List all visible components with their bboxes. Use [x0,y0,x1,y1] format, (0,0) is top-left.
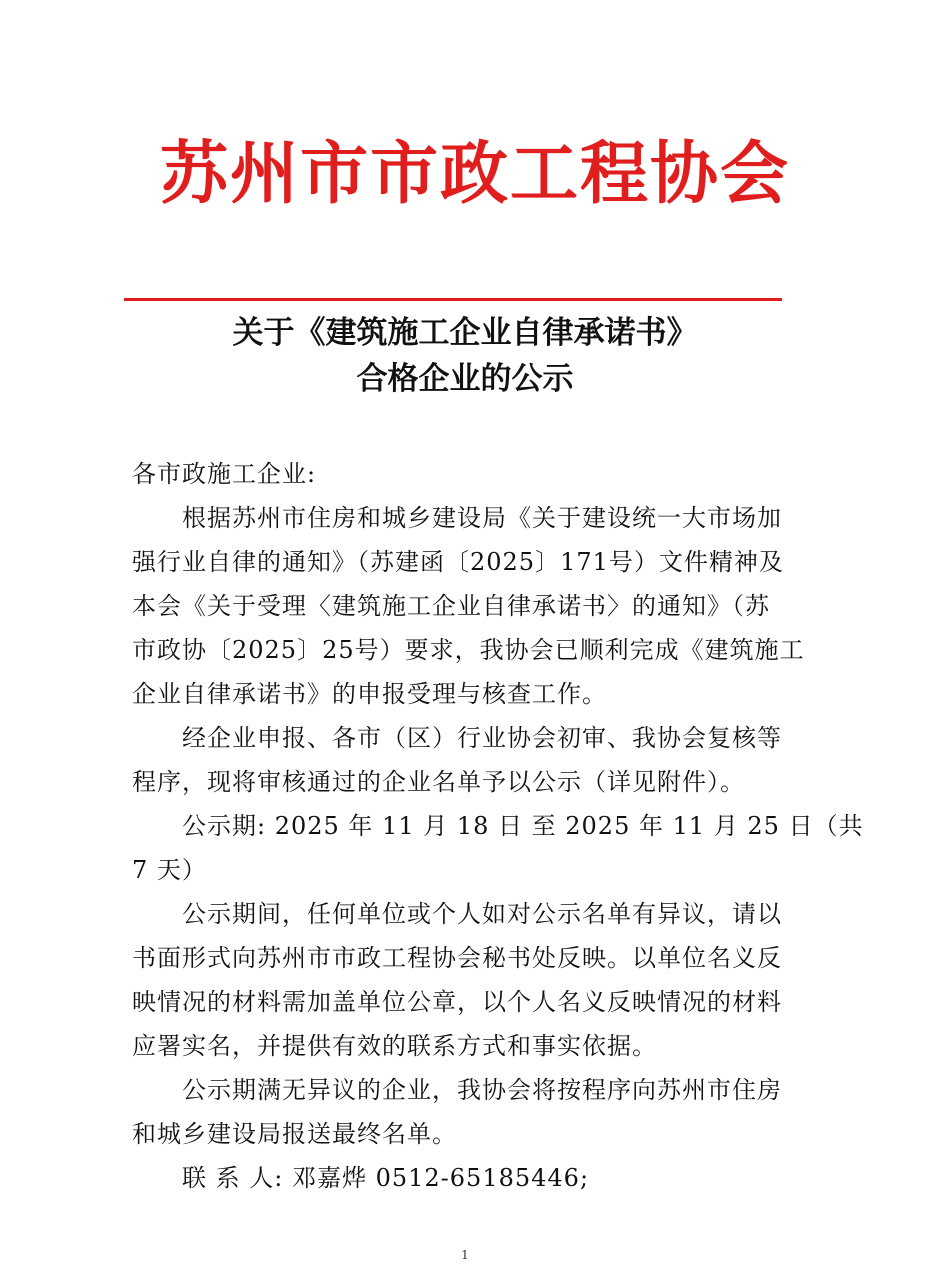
paragraph-objection [132,892,812,1068]
document-title [100,310,830,402]
paragraph-line: 7 天） [132,856,207,884]
document-title-line-2: 合格企业的公示 [356,361,574,397]
paragraph-line: 映情况的材料需加盖单位公章，以个人名义反映情况的材料 [132,988,782,1016]
paragraph-line: 公示期满无异议的企业，我协会将按程序向苏州市住房 [182,1076,782,1104]
paragraph-line: 应署实名，并提供有效的联系方式和事实依据。 [132,1032,657,1060]
paragraph-line: 经企业申报、各市（区）行业协会初审、我协会复核等 [182,724,782,752]
paragraph-basis [132,496,812,716]
paragraph-line: 公示期间，任何单位或个人如对公示名单有异议，请以 [182,900,782,928]
paragraph-line: 市政协〔2025〕25号）要求，我协会已顺利完成《建筑施工 [132,636,805,664]
paragraph-line: 本会《关于受理〈建筑施工企业自律承诺书〉的通知》（苏 [132,592,770,620]
document-title-line-1: 关于《建筑施工企业自律承诺书》 [232,315,698,351]
paragraph-line: 程序，现将审核通过的企业名单予以公示（详见附件）。 [132,768,745,796]
paragraph-submission [132,1068,812,1156]
paragraph-line: 书面形式向苏州市市政工程协会秘书处反映。以单位名义反 [132,944,782,972]
paragraph-line: 强行业自律的通知》（苏建函〔2025〕171号）文件精神及 [132,548,784,576]
contact-line: 联 系 人: 邓嘉烨 0512-65185446; [182,1164,590,1192]
organization-letterhead: 苏州市市政工程协会 [160,135,791,214]
paragraph-line: 和城乡建设局报送最终名单。 [132,1120,457,1148]
page-number: 1 [461,1248,469,1262]
paragraph-line: 企业自律承诺书》的申报受理与核查工作。 [132,680,607,708]
document-body [132,452,864,1200]
salutation: 各市政施工企业: [132,460,317,488]
paragraph-period [132,804,864,892]
paragraph-line: 根据苏州市住房和城乡建设局《关于建设统一大市场加 [182,504,782,532]
paragraph-line: 公示期: 2025 年 11 月 18 日 至 2025 年 11 月 25 日（共 [182,812,864,840]
letterhead-divider [124,298,782,301]
paragraph-review [132,716,812,804]
